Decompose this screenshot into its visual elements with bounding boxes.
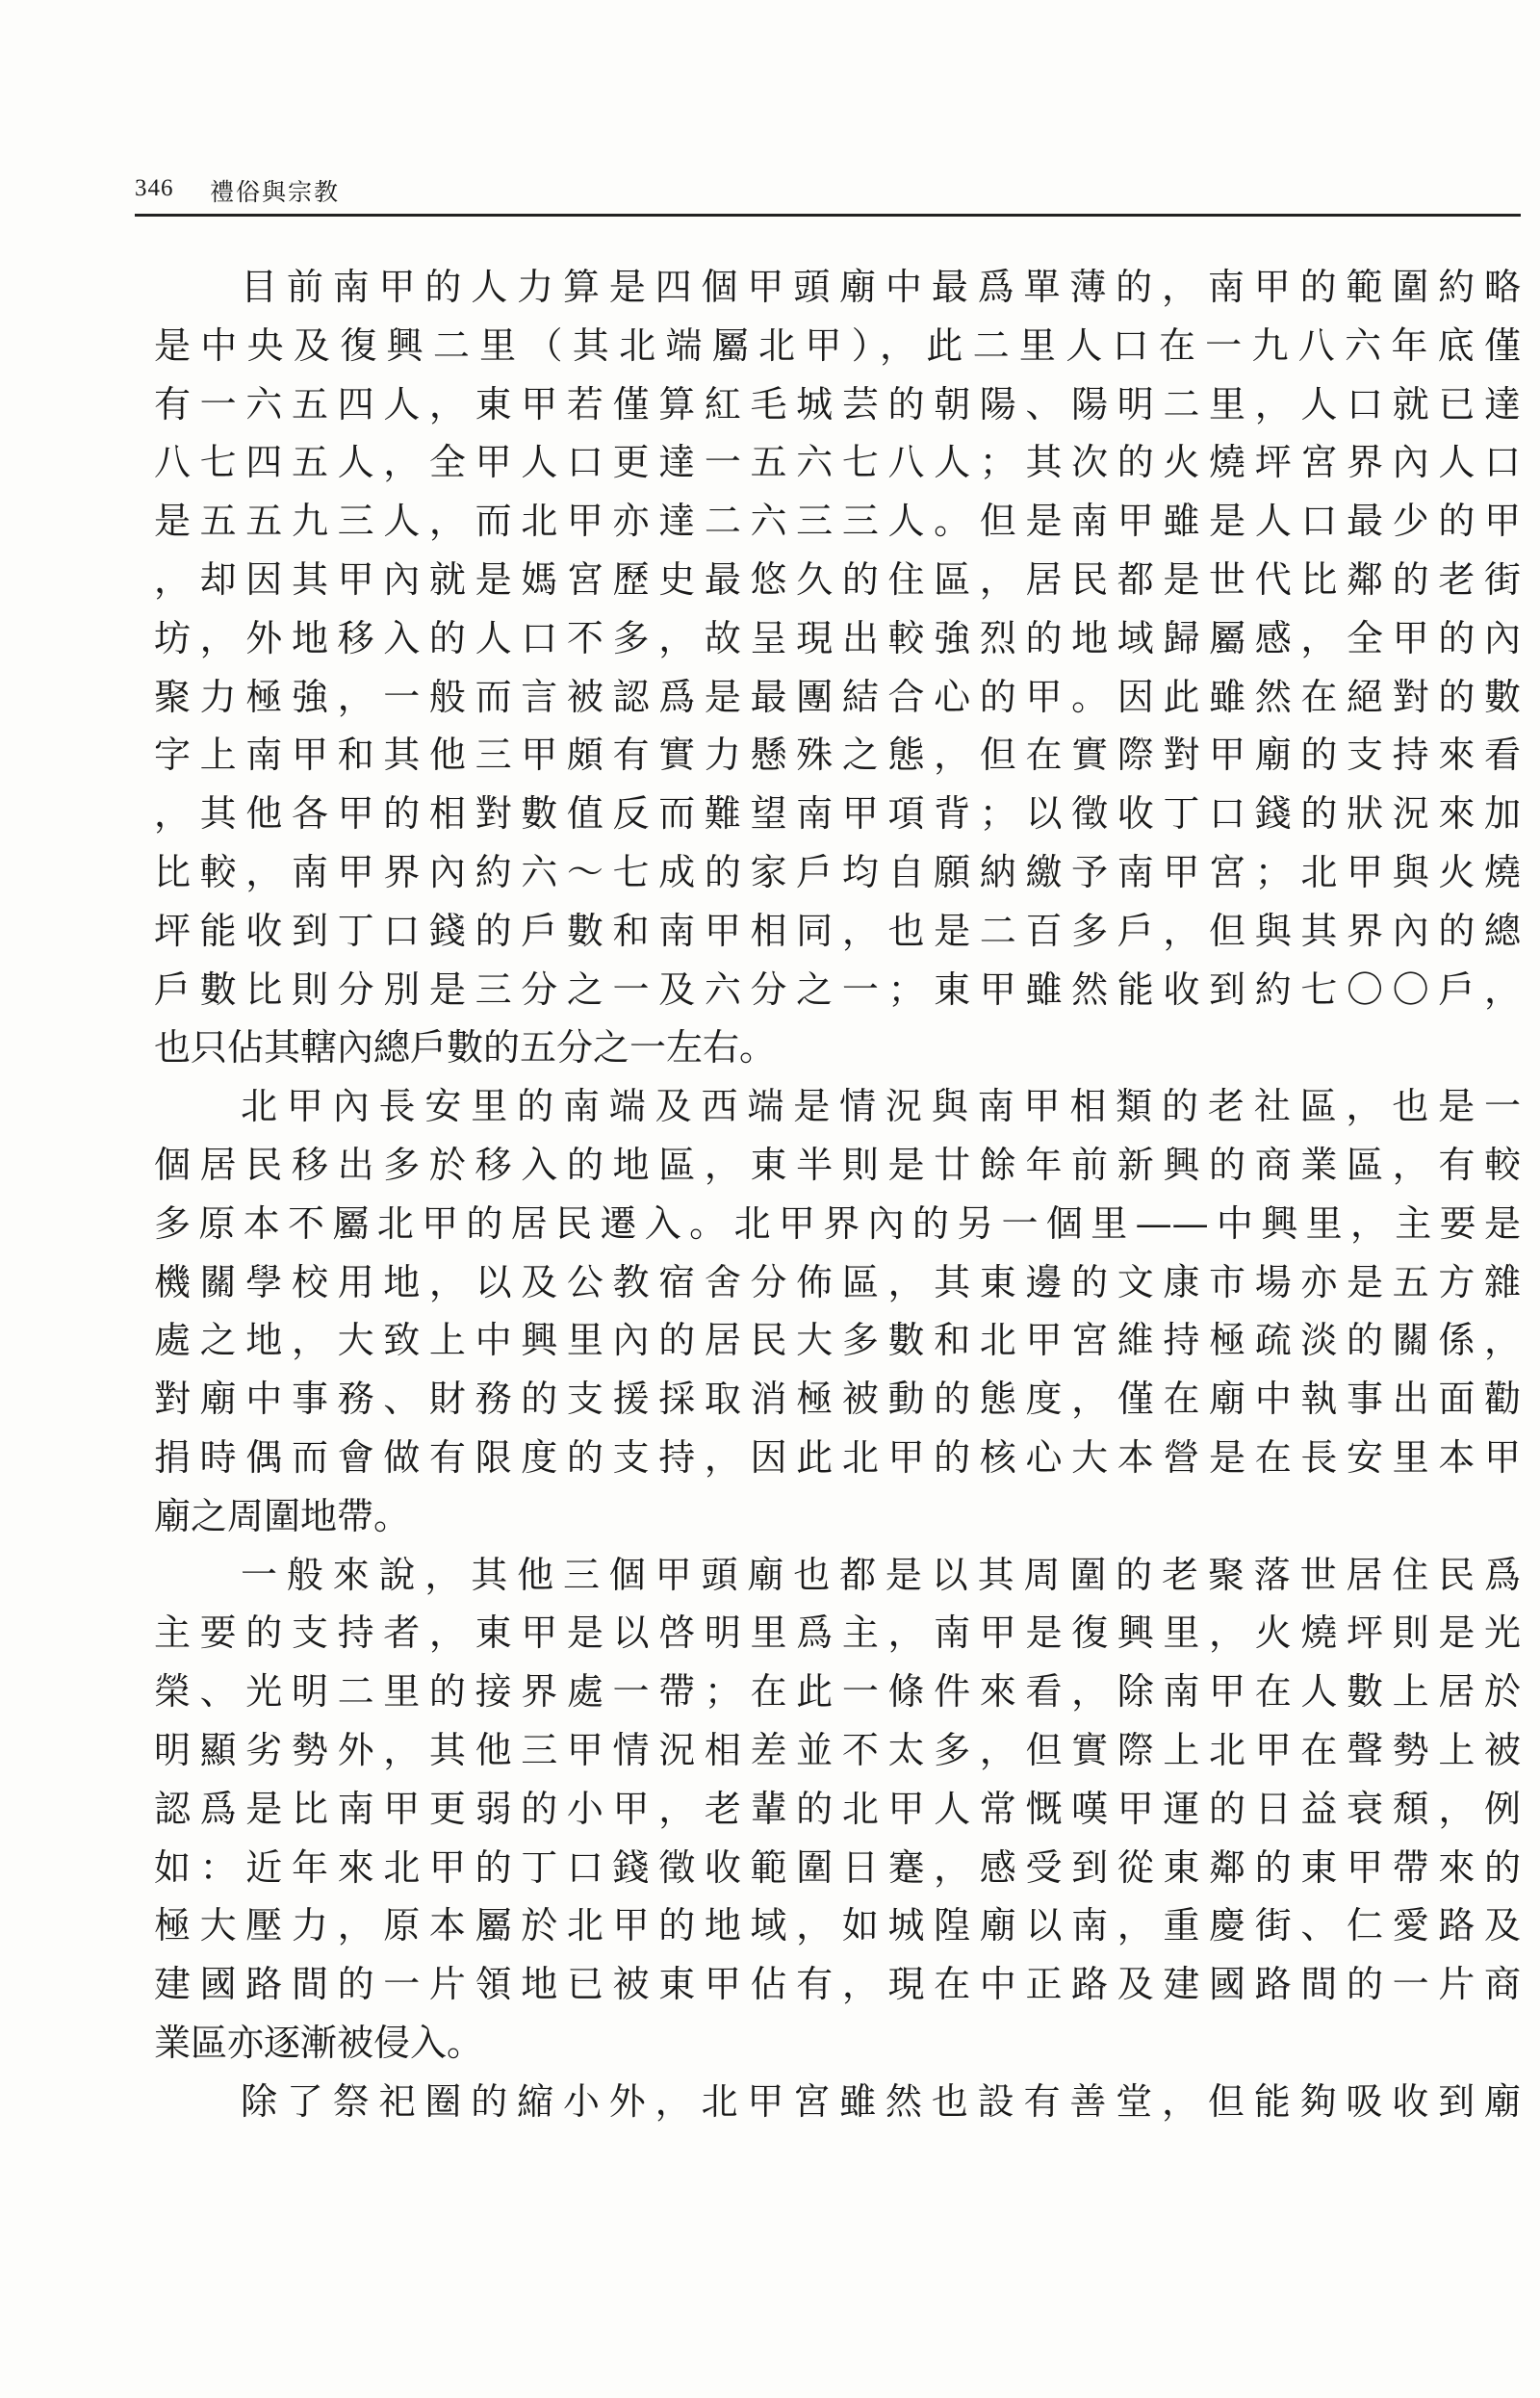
text-line: 戶數比則分別是三分之一及六分之一；東甲雖然能收到約七〇〇戶，	[154, 967, 1521, 1011]
text-line: 多原本不屬北甲的居民遷入。北甲界內的另一個里——中興里，主要是	[154, 1201, 1521, 1245]
text-line: 聚力極強，一般而言被認爲是最團結合心的甲。因此雖然在絕對的數	[154, 675, 1521, 718]
text-line: 明顯劣勢外，其他三甲情況相差並不太多，但實際上北甲在聲勢上被	[154, 1728, 1521, 1771]
text-line: 字上南甲和其他三甲頗有實力懸殊之態，但在實際對甲廟的支持來看	[154, 734, 1521, 777]
page-number: 346	[135, 175, 174, 201]
body-text	[154, 258, 1521, 2131]
text-line: 坊，外地移入的人口不多，故呈現出較強烈的地域歸屬感，全甲的內	[154, 616, 1521, 659]
text-line: 是五五九三人，而北甲亦達二六三三人。但是南甲雖是人口最少的甲	[154, 500, 1521, 543]
text-line: 業區亦逐漸被侵入。	[154, 2021, 484, 2064]
text-line: 建國路間的一片領地已被東甲佔有，現在中正路及建國路間的一片商	[154, 1963, 1521, 2006]
text-line: 捐時偶而會做有限度的支持，因此北甲的核心大本營是在長安里本甲	[154, 1435, 1521, 1479]
text-line: 坪能收到丁口錢的戶數和南甲相同，也是二百多戶，但與其界內的總	[154, 909, 1521, 952]
running-head	[135, 171, 1521, 217]
text-line: 機關學校用地，以及公教宿舍分佈區，其東邊的文康市場亦是五方雜	[154, 1260, 1521, 1303]
text-line: ，其他各甲的相對數值反而難望南甲項背；以徵收丁口錢的狀況來加	[154, 792, 1521, 836]
text-line: 是中央及復興二里（其北端屬北甲），此二里人口在一九八六年底僅	[154, 323, 1521, 367]
text-line: 八七四五人，全甲人口更達一五六七八人；其次的火燒坪宮界內人口	[154, 441, 1521, 484]
text-line: 廟之周圍地帶。	[154, 1494, 411, 1537]
text-line: 北甲內長安里的南端及西端是情況與南甲相類的老社區，也是一	[241, 1085, 1521, 1128]
text-line: 榮、光明二里的接界處一帶；在此一條件來看，除南甲在人數上居於	[154, 1670, 1521, 1714]
text-line: 主要的支持者，東甲是以啓明里爲主，南甲是復興里，火燒坪則是光	[154, 1612, 1521, 1655]
text-line: 也只佔其轄內總戶數的五分之一左右。	[154, 1026, 777, 1070]
text-line: 有一六五四人，東甲若僅算紅毛城芸的朝陽、陽明二里，人口就已達	[154, 382, 1521, 425]
text-line: 目前南甲的人力算是四個甲頭廟中最爲單薄的，南甲的範圍約略	[241, 266, 1521, 308]
text-line: ，却因其甲內就是媽宮歷史最悠久的住區，居民都是世代比鄰的老街	[154, 557, 1521, 601]
book-title: 禮俗與宗教	[210, 178, 341, 206]
text-line: 處之地，大致上中興里內的居民大多數和北甲宮維持極疏淡的關係，	[154, 1319, 1521, 1362]
text-line: 如：近年來北甲的丁口錢徵收範圍日蹇，感受到從東鄰的東甲帶來的	[154, 1845, 1521, 1889]
text-line: 個居民移出多於移入的地區，東半則是廿餘年前新興的商業區，有較	[154, 1143, 1521, 1186]
text-line: 一般來說，其他三個甲頭廟也都是以其周圍的老聚落世居住民爲	[241, 1553, 1521, 1596]
text-line: 極大壓力，原本屬於北甲的地域，如城隍廟以南，重慶街、仁愛路及	[154, 1904, 1521, 1947]
text-line: 除了祭祀圈的縮小外，北甲宮雖然也設有善堂，但能夠吸收到廟	[241, 2079, 1521, 2123]
text-line: 對廟中事務、財務的支援採取消極被動的態度，僅在廟中執事出面勸	[154, 1378, 1521, 1421]
text-line: 比較，南甲界內約六～七成的家戶均自願納繳予南甲宮；北甲與火燒	[154, 850, 1521, 893]
text-line: 認爲是比南甲更弱的小甲，老輩的北甲人常慨嘆甲運的日益衰頹，例	[154, 1787, 1521, 1830]
